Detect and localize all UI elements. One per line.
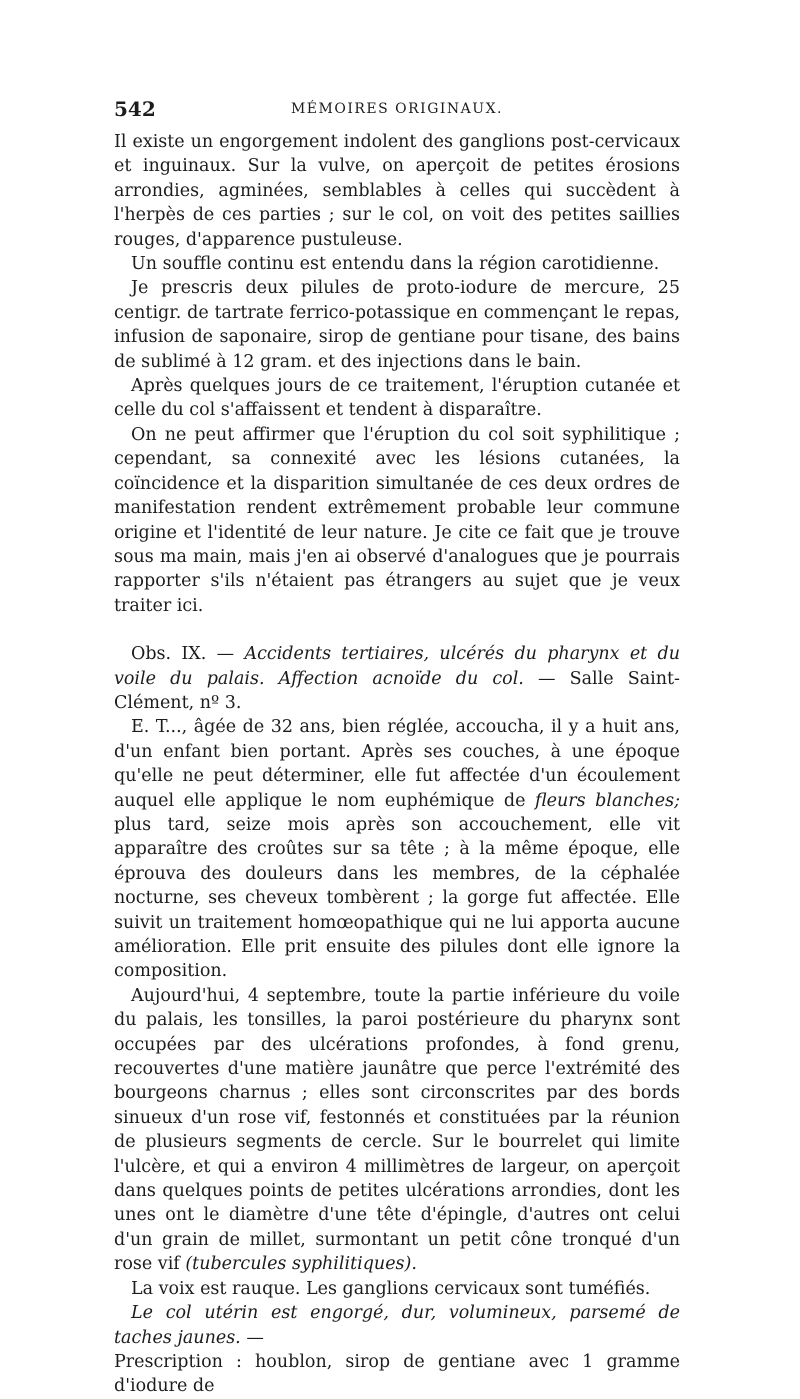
text-run: Aujourd'hui, 4 septembre, toute la partie inférieure du voile du palais, les tonsilles, la paroi postérieure du pharynx sont occupées par des ulcérations profondes, à fond grenu, recouvertes d'une matière jaunâtre que perce l'extrémité des bourgeons charnus ; elles sont circonscrites par des bords sinueux d'un rose vif, festonnés et constituées par la réunion de plusieurs segments de cercle. Sur le bourrelet qui limite l'ulcère, et qui a environ 4 millimètres de largeur, on aperçoit dans quelques points de petites ulcérations arrondies, dont les unes ont le diamètre d'une tête d'épingle, d'autres ont celui d'un grain de millet, surmontant un petit cône tronqué d'un rose vif bbox=[114, 985, 680, 1275]
text-run: plus tard, seize mois après son accouchement, elle vit apparaître des croûtes sur sa tête ; à la même époque, elle éprouva des douleurs dans les membres, de la céphalée nocturne, ses cheveux tombèrent ; la gorge fut affectée. Elle suivit un traitement homœopathique qui ne lui apporta aucune amélioration. Elle prit ensuite des pilules dont elle ignore la composition. bbox=[114, 814, 680, 982]
page-number: 542 bbox=[114, 97, 156, 121]
section-gap bbox=[114, 618, 680, 642]
paragraph: Après quelques jours de ce traitement, l'éruption cutanée et celle du col s'affaissent et tendent à disparaître. bbox=[114, 376, 680, 421]
paragraph: On ne peut affirmer que l'éruption du col soit syphilitique ; cependant, sa connexité avec les lésions cutanées, la coïncidence et la disparition simultanée de ces deux ordres de manifestation rendent extrêmement probable leur commune origine et l'identité de leur nature. Je cite ce fait que je trouve sous ma main, mais j'en ai observé d'analogues que je pourrais rapporter s'ils n'étaient pas étrangers au sujet que je veux traiter ici. bbox=[114, 424, 680, 616]
paragraph: Un souffle continu est entendu dans la région carotidienne. bbox=[131, 254, 660, 275]
italic-run: Le col utérin est engorgé, dur, volumineux, parsemé de taches jaunes. bbox=[114, 1303, 680, 1348]
paragraph: La voix est rauque. Les ganglions cervicaux sont tuméfiés. bbox=[131, 1278, 651, 1299]
paragraph: Je prescris deux pilules de proto-iodure de mercure, 25 centigr. de tartrate ferrico-potassique en commençant le repas, infusion de saponaire, sirop de gentiane pour tisane, des bains de sublimé à 12 gram. et des injections dans le bain. bbox=[114, 278, 680, 372]
body-text bbox=[114, 130, 680, 1399]
paragraph: Il existe un engorgement indolent des ganglions post-cervicaux et inguinaux. Sur la vulve, on aperçoit de petites érosions arrondies, agminées, semblables à celles qui succèdent à l'herpès de ces parties ; sur le col, on voit des petites saillies rouges, d'apparence pustuleuse. bbox=[114, 132, 680, 250]
paragraph: Prescription : houblon, sirop de gentiane avec 1 gramme d'iodure de bbox=[114, 1351, 680, 1397]
paragraph bbox=[114, 984, 680, 1277]
text-run: E. T..., âgée de 32 ans, bien réglée, accoucha, il y a huit ans, d'un enfant bien portant. Après ses couches, à une époque qu'elle ne peut déterminer, elle fut affectée d'un écoulement auquel elle applique le nom euphémique de bbox=[114, 717, 680, 811]
paragraph bbox=[114, 1301, 680, 1350]
observation-title: Accidents tertiaires, ulcérés du pharynx et du voile du palais. Affection acnoïde du col. bbox=[114, 644, 680, 689]
observation-location: — Salle Saint-Clément, nº 3. bbox=[114, 668, 680, 713]
paragraph bbox=[114, 715, 680, 983]
observation-label: Obs. IX. — bbox=[131, 644, 235, 665]
observation-heading bbox=[114, 642, 680, 715]
text-run: — bbox=[246, 1327, 264, 1348]
italic-run: (tubercules syphilitiques). bbox=[185, 1254, 417, 1275]
italic-run: fleurs blanches; bbox=[535, 790, 680, 811]
page-header bbox=[114, 97, 680, 127]
running-title: MÉMOIRES ORIGINAUX. bbox=[290, 101, 504, 117]
